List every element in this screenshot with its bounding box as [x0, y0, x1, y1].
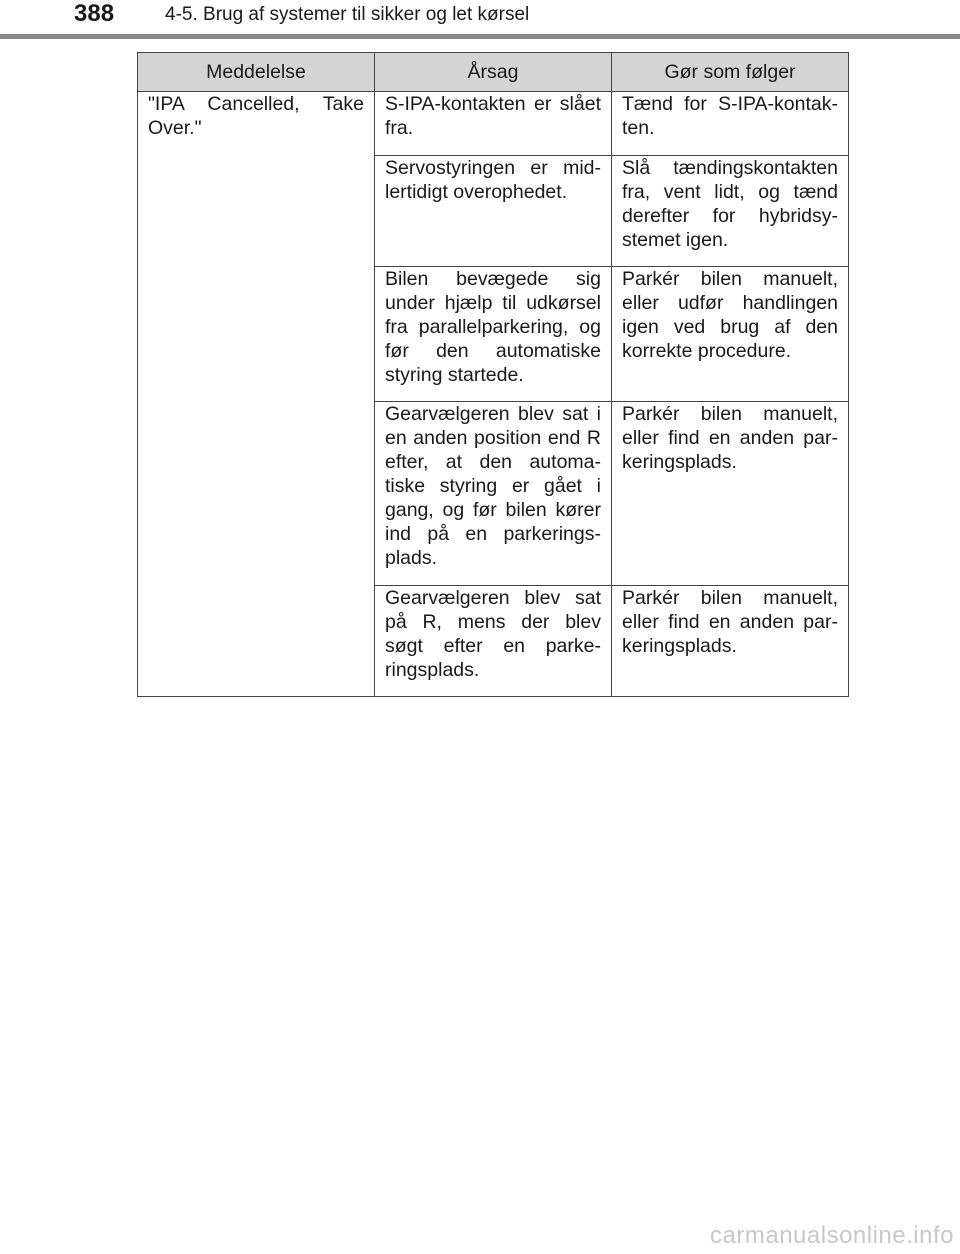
action-cell: Slå tændingskontakten fra, vent lidt, og tænd derefter for hybridsy-stemet igen.: [612, 156, 849, 267]
cause-cell: Bilen bevægede sig under hjælp til udkørsel fra parallelparkering, og før den automatiske styring startede.: [375, 267, 612, 402]
header-rule: [0, 34, 960, 39]
cause-cell: Gearvælgeren blev sat i en anden position end R efter, at den automa-tiske styring er gået i gang, og før bilen kører ind på en parkerings-plads.: [375, 402, 612, 586]
footer-watermark: carmanualsonline.info: [710, 1222, 954, 1249]
action-cell: Tænd for S-IPA-kontak-ten.: [612, 92, 849, 156]
action-cell: Parkér bilen manuelt, eller find en anden par-keringsplads.: [612, 586, 849, 697]
column-header-message: Meddelelse: [138, 53, 375, 92]
table-header-row: [138, 53, 849, 92]
page-number: 388: [74, 0, 115, 27]
cause-cell: Gearvælgeren blev sat på R, mens der blev søgt efter en parke-ringsplads.: [375, 586, 612, 697]
column-header-action: Gør som følger: [612, 53, 849, 92]
action-cell: Parkér bilen manuelt, eller find en anden par-keringsplads.: [612, 402, 849, 586]
action-cell: Parkér bilen manuelt, eller udfør handlingen igen ved brug af den korrekte procedure.: [612, 267, 849, 402]
message-table: [137, 52, 849, 697]
table-row: [138, 92, 849, 156]
section-title: 4-5. Brug af systemer til sikker og let kørsel: [165, 4, 530, 25]
message-cell: "IPA Cancelled, Take Over.": [138, 92, 375, 697]
cause-cell: Servostyringen er mid-lertidigt overophedet.: [375, 156, 612, 267]
column-header-cause: Årsag: [375, 53, 612, 92]
cause-cell: S-IPA-kontakten er slået fra.: [375, 92, 612, 156]
